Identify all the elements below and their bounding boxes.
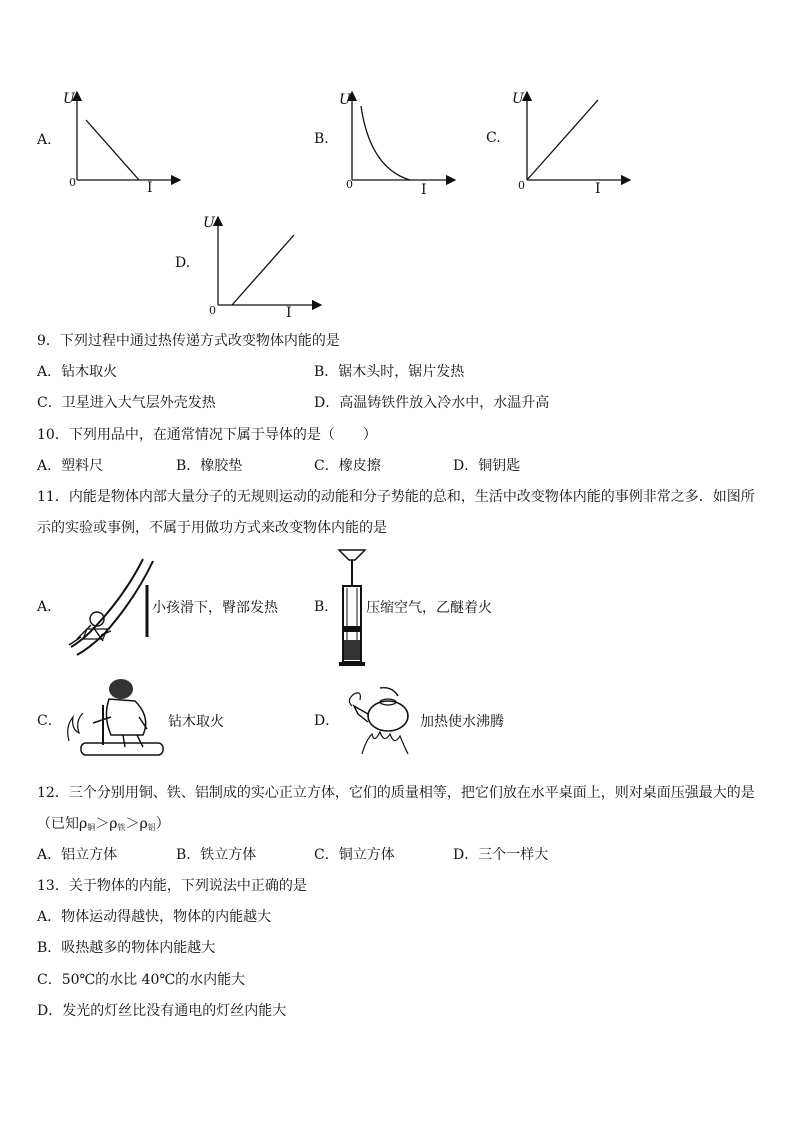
question-9-option-b[interactable]: B．锯木头时，锯片发热 bbox=[314, 364, 465, 380]
question-12-stem: 12．三个分别用铜、铁、铝制成的实心正立方体，它们的质量相等，把它们放在水平桌面上，则对桌面压强最大的是 bbox=[37, 785, 755, 801]
question-13-option-d[interactable]: D．发光的灯丝比没有通电的灯丝内能大 bbox=[37, 1003, 287, 1019]
question-10-option-a[interactable]: A．塑料尺 bbox=[37, 458, 104, 474]
air-compression-tube-illustration bbox=[335, 548, 369, 668]
origin-label: 0 bbox=[518, 179, 525, 192]
axis-y-label: U bbox=[203, 215, 215, 231]
axis-y-label: U bbox=[512, 91, 524, 107]
question-11-option-a-label[interactable]: A． bbox=[37, 599, 62, 615]
density-gt-2: ＞ρ bbox=[125, 816, 148, 832]
axis-x-label: I bbox=[147, 180, 153, 196]
question-9-option-a[interactable]: A．钻木取火 bbox=[37, 364, 118, 380]
question-12-option-b[interactable]: B．铁立方体 bbox=[176, 847, 257, 863]
question-11-option-b-caption: 压缩空气，乙醚着火 bbox=[366, 600, 492, 616]
question-10-option-b[interactable]: B．橡胶垫 bbox=[176, 458, 243, 474]
axis-y-label: U bbox=[63, 91, 75, 107]
density-gt-1: ＞ρ bbox=[95, 816, 118, 832]
origin-label: 0 bbox=[209, 304, 216, 317]
graph-c bbox=[505, 80, 645, 200]
question-11-option-c-caption: 钻木取火 bbox=[168, 714, 224, 730]
density-sub-aluminum: 铝 bbox=[147, 823, 156, 832]
question-9-option-d[interactable]: D．高温铸铁件放入冷水中，水温升高 bbox=[314, 395, 550, 411]
question-11-option-d-label[interactable]: D． bbox=[314, 713, 340, 729]
density-note-open: （已知ρ bbox=[37, 816, 88, 832]
option-label: C. bbox=[486, 130, 501, 146]
origin-label: 0 bbox=[346, 178, 353, 191]
question-10-stem: 10．下列用品中，在通常情况下属于导体的是（ ） bbox=[37, 427, 377, 443]
question-12-option-a[interactable]: A．铝立方体 bbox=[37, 847, 118, 863]
option-label: A. bbox=[37, 132, 52, 148]
question-13-option-c[interactable]: C．50℃的水比 40℃的水内能大 bbox=[37, 972, 246, 988]
question-9-stem: 9．下列过程中通过热传递方式改变物体内能的是 bbox=[37, 333, 340, 349]
question-11-stem-line-1: 11．内能是物体内部大量分子的无规则运动的动能和分子势能的总和，生活中改变物体内能的事例非常之多．如图所 bbox=[37, 489, 755, 505]
graph-d bbox=[196, 205, 336, 325]
question-11-option-c-label[interactable]: C． bbox=[37, 713, 62, 729]
question-11-option-a-caption: 小孩滑下，臀部发热 bbox=[152, 600, 278, 616]
option-label: B. bbox=[314, 131, 329, 147]
option-label: D. bbox=[175, 255, 191, 271]
question-11-stem-line-2: 示的实验或事例，不属于用做功方式来改变物体内能的是 bbox=[37, 520, 387, 536]
question-12-option-c[interactable]: C．铜立方体 bbox=[314, 847, 395, 863]
graph-a bbox=[55, 80, 215, 200]
question-10-option-c[interactable]: C．橡皮擦 bbox=[314, 458, 381, 474]
question-10-option-d[interactable]: D．铜钥匙 bbox=[453, 458, 521, 474]
axis-x-label: I bbox=[421, 182, 427, 198]
drilling-wood-fire-illustration bbox=[63, 677, 168, 759]
question-13-option-b[interactable]: B．吸热越多的物体内能越大 bbox=[37, 940, 216, 956]
density-sub-iron: 铁 bbox=[117, 823, 126, 832]
question-12-density-note bbox=[37, 814, 170, 838]
question-12-option-d[interactable]: D．三个一样大 bbox=[453, 847, 549, 863]
density-sub-copper: 铜 bbox=[87, 823, 96, 832]
question-13-stem: 13．关于物体的内能，下列说法中正确的是 bbox=[37, 878, 307, 894]
density-note-close: ） bbox=[155, 816, 170, 832]
slide-child-illustration bbox=[63, 555, 158, 660]
question-9-option-c[interactable]: C．卫星进入大气层外壳发热 bbox=[37, 395, 216, 411]
question-11-option-b-label[interactable]: B． bbox=[314, 599, 339, 615]
boiling-kettle-illustration bbox=[342, 684, 412, 756]
question-13-option-a[interactable]: A．物体运动得越快，物体的内能越大 bbox=[37, 909, 272, 925]
question-11-option-d-caption: 加热使水沸腾 bbox=[420, 714, 504, 730]
axis-x-label: I bbox=[286, 305, 292, 321]
origin-label: 0 bbox=[69, 176, 76, 189]
axis-x-label: I bbox=[595, 181, 601, 197]
axis-y-label: U bbox=[339, 92, 351, 108]
